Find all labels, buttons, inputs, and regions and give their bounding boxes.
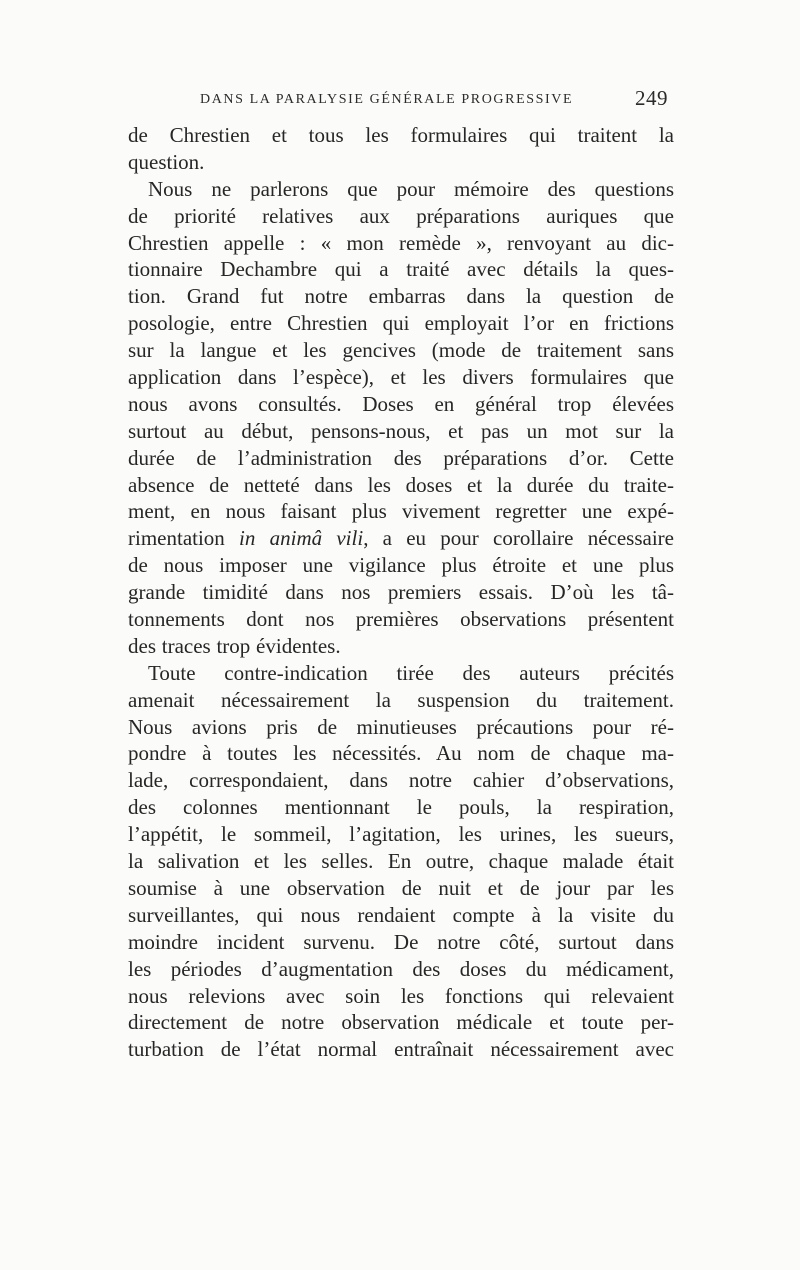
text-line: ment, en nous faisant plus vivement regretter une expé- [128, 499, 674, 524]
text-line: l’appétit, le sommeil, l’agitation, les urines, les sueurs, [128, 822, 674, 847]
text-line: des colonnes mentionnant le pouls, la respiration, [128, 795, 674, 820]
text-line: grande timidité dans nos premiers essais. D’où les tâ- [128, 580, 674, 605]
text-line: sur la langue et les gencives (mode de traitement sans [128, 338, 674, 363]
text-line: nous avons consultés. Doses en général trop élevées [128, 391, 674, 416]
text-line: surtout au début, pensons-nous, et pas un mot sur la [128, 418, 674, 443]
text-line: soumise à une observation de nuit et de jour par les [128, 875, 674, 900]
text-line: lade, correspondaient, dans notre cahier d’observations, [128, 768, 674, 793]
page-number: 249 [635, 86, 668, 110]
text-line: des traces trop évidentes. [128, 633, 341, 658]
text-line: tonnements dont nos premières observations présentent [128, 607, 674, 632]
text-line: Chrestien appelle : « mon remède », renvoyant au dic- [128, 230, 674, 255]
text-line: Nous avions pris de minutieuses précautions pour ré- [128, 714, 674, 739]
paragraph-first-line: Nous ne parlerons que pour mémoire des questions [148, 176, 674, 201]
text-line: de nous imposer une vigilance plus étroite et une plus [128, 553, 674, 578]
text-line: durée de l’administration des préparations d’or. Cette [128, 445, 674, 470]
text-line: surveillantes, qui nous rendaient compte à la visite du [128, 902, 674, 927]
text-line: tionnaire Dechambre qui a traité avec détails la ques- [128, 257, 674, 282]
text-line-with-italic [128, 525, 674, 552]
text-line: absence de netteté dans les doses et la durée du traite- [128, 472, 674, 497]
text-line: pondre à toutes les nécessités. Au nom de chaque ma- [128, 741, 674, 766]
paragraph-first-line: Toute contre-indication tirée des auteurs précités [148, 660, 674, 685]
text-line: directement de notre observation médicale et toute per- [128, 1010, 674, 1035]
text-line: nous relevions avec soin les fonctions qui relevaient [128, 983, 674, 1008]
text-line: de Chrestien et tous les formulaires qui traitent la [128, 123, 674, 147]
italic-phrase: in animâ vili [239, 526, 364, 551]
text-line: les périodes d’augmentation des doses du médicament, [128, 956, 674, 981]
text-line: de priorité relatives aux préparations auriques que [128, 203, 674, 228]
text-line: application dans l’espèce), et les divers formulaires que [128, 365, 674, 390]
text-segment: rimentation [128, 526, 240, 551]
text-line: tion. Grand fut notre embarras dans la question de [128, 284, 674, 309]
text-line: turbation de l’état normal entraînait nécessairement avec [128, 1037, 674, 1062]
text-line: la salivation et les selles. En outre, chaque malade était [128, 849, 674, 874]
running-title: DANS LA PARALYSIE GÉNÉRALE PROGRESSIVE [200, 92, 574, 107]
text-line: posologie, entre Chrestien qui employait l’or en frictions [128, 311, 674, 336]
text-line: amenait nécessairement la suspension du traitement. [128, 687, 674, 712]
text-segment: , a eu pour corollaire nécessaire [363, 526, 674, 551]
text-line: question. [128, 149, 205, 174]
text-line: moindre incident survenu. De notre côté, surtout dans [128, 929, 674, 954]
body-text [128, 122, 674, 1063]
running-header [200, 86, 670, 113]
